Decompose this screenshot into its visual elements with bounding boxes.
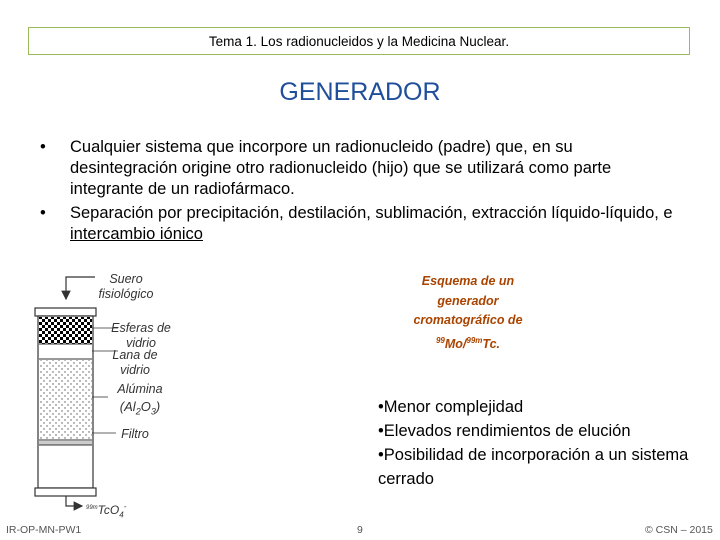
column-bottom-cap bbox=[35, 488, 96, 496]
bullet-marker: • bbox=[40, 138, 46, 156]
page-number: 9 bbox=[357, 524, 363, 536]
header-box bbox=[28, 27, 690, 55]
bullet-text: Separación por precipitación, destilación, sublimación, extracción líquido-líquido, e bbox=[70, 204, 673, 222]
footer-right: © CSN – 2015 bbox=[645, 524, 713, 536]
generator-schematic bbox=[0, 265, 360, 520]
advantage-item: •Posibilidad de incorporación a un sistema cerrado bbox=[378, 446, 689, 488]
filter-layer bbox=[39, 441, 92, 445]
advantage-item: •Menor complejidad bbox=[378, 398, 524, 416]
bullet-item bbox=[40, 137, 680, 200]
pertechnetate-output-label: $^{99m}$TcO$_4$- bbox=[86, 502, 127, 520]
column-top-cap bbox=[35, 308, 96, 316]
glass-wool-label: Lana de vidrio bbox=[112, 348, 158, 377]
alumina-label: Alúmina bbox=[117, 382, 163, 396]
filter-label: Filtro bbox=[121, 427, 149, 441]
generator-diagram bbox=[0, 265, 360, 520]
outlet-line bbox=[66, 496, 82, 506]
header-text: Tema 1. Los radionucleidos y la Medicina Nuclear. bbox=[208, 34, 510, 49]
glass-beads-label: Esferas de vidrio bbox=[111, 321, 171, 350]
glass-beads-layer bbox=[39, 317, 92, 344]
page-title: GENERADOR bbox=[279, 78, 441, 106]
diagram-caption: Esquema de un generador cromatográfico de $^{99}$Mo/$^{99m}$Tc. bbox=[413, 274, 523, 351]
advantage-item: •Elevados rendimientos de elución bbox=[378, 422, 631, 440]
bullet-text: Cualquier sistema que incorpore un radionucleido (padre) que, en su desintegración origine otro radionucleido (hijo) que se utilizará como parte integrante de un radiofármaco. bbox=[70, 138, 612, 198]
advantages-list bbox=[378, 395, 698, 491]
bullet-item bbox=[40, 203, 680, 245]
alumina-layer bbox=[39, 360, 92, 440]
bullet-list bbox=[40, 137, 680, 248]
bullet-marker: • bbox=[40, 204, 46, 222]
alumina-formula: $(Al_2O_3)$ bbox=[119, 399, 161, 417]
glass-wool-layer bbox=[39, 344, 92, 359]
underlined-term: intercambio iónico bbox=[70, 225, 203, 243]
footer-left: IR-OP-MN-PW1 bbox=[6, 524, 82, 536]
saline-label: Suero fisiológico bbox=[98, 272, 154, 301]
